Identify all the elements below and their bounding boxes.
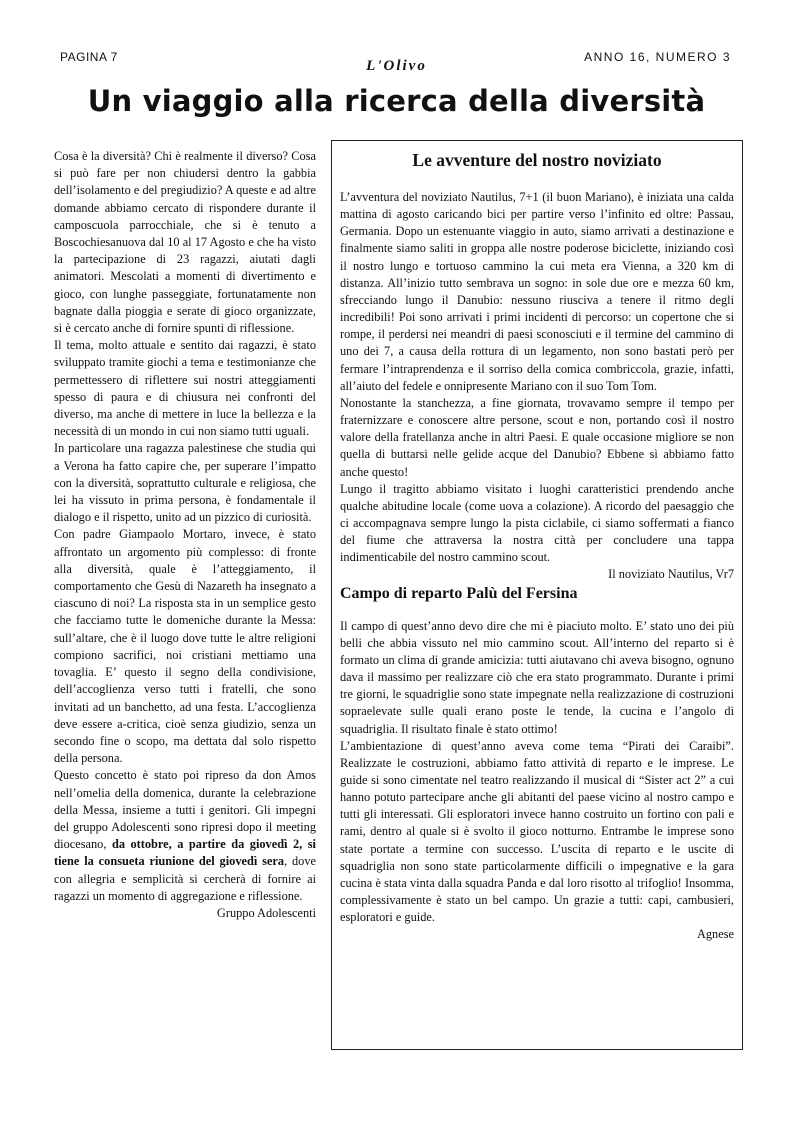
article-signature: Agnese — [696, 927, 734, 942]
article-paragraph: Lungo il tragitto abbiamo visitato i luoghi caratteristici prendendo anche qualche abitudine locale (come uova a colazione). A ricordo del paesaggio che ci accompagnava sempre lungo la pista ciclabile, ci siamo soffermati a fianco del fiume che attraversa la nostra città per concludere una tappa indimenticabile del nostro cammino scout. — [340, 481, 734, 565]
left-article — [54, 148, 316, 922]
masthead: L'Olivo — [366, 58, 427, 74]
boxed-articles — [331, 140, 743, 1050]
article-paragraph: L’ambientazione di quest’anno aveva come tema “Pirati dei Caraibi”. Realizzate le costruzioni, abbiamo fatto attività di reparto e le imprese. Le guide si sono cimentate nel teatro realizzando il musical di “Sister act 2” a cui hanno potuto partecipare anche gli abitanti del paese vicino al nostro campo e tutti gli interessati. Gli esploratori invece hanno costruito un fortino con pali e rami, dentro al quale si è svolto il gioco notturno. Entrambe le imprese sono state portate a termine con successo. L’uscita di reparto e le uscite di squadriglia non sono state particolarmente difficili o impegnative e la gara cucina è stata vinta dalla squadra Panda e dal loro risotto al trifoglio! Insomma, complessivamente è stato un bel campo. Un grazie a tutti: capi, cambusieri, esploratori e guide. — [340, 738, 734, 925]
paragraph-text: , dove con allegria e semplicità si cercherà di fornire ai ragazzi un momento di aggregazione e riflessione. — [54, 854, 316, 903]
article-paragraph-final — [54, 767, 316, 905]
article-signature: Gruppo Adolescenti — [216, 905, 316, 920]
article-title-campo: Campo di reparto Palù del Fersina — [340, 584, 578, 602]
article-body-noviziato — [340, 189, 734, 566]
paragraph-text: Questo concetto è stato poi ripreso da don Amos nell’omelia della domenica, durante la celebrazione della Messa, insieme a tutti i genitori. Gli impegni del gruppo Adolescenti sono ripresi dopo il meeting diocesano, — [54, 768, 316, 852]
article-paragraph: In particolare una ragazza palestinese che studia qui a Verona ha fatto capire che, per superare l’impatto con la diversità, soprattutto culturale e religiosa, che lei ha vissuto in prima persona, è fondamentale il dialogo e il rispetto, unito ad un pizzico di curiosità. — [54, 441, 316, 525]
article-signature: Il noviziato Nautilus, Vr7 — [608, 567, 734, 582]
article-paragraph: Con padre Giampaolo Mortaro, invece, è stato affrontato un argomento più complesso: di fronte alla diversità, quale è l’atteggiamento, il comportamento che Gesù di Nazareth ha insegnato a ciascuno di noi? La risposta sta in un semplice gesto che facciamo tutte le domeniche durante la Messa: sull’altare, che è il luogo dove tutte le altre religioni compiono sacrifici, noi cristiani mettiamo una tovaglia. E’ questo il segno della condivisione, dell’accoglienza verso tutti i fratelli, che sono invitati ad un banchetto, ad una festa. L’accoglienza deve essere a-critica, cioè senza giudizio, senza un secondo fine o scopo, ma dettata dal solo rispetto della persona. — [54, 527, 316, 766]
article-paragraph: Il campo di quest’anno devo dire che mi è piaciuto molto. E’ stato uno dei più belli che abbia vissuto nel mio cammino scout. All’interno del reparto si è formato un clima di grande amicizia: tutti aiutavano chi aveva bisogno, ognuno dava il massimo per realizzare ciò che era stato programmato. Durante i primi tre giorni, le squadriglie sono state impegnate nella realizzazione di costruzioni sopraelevate sulle quali erano poste le tende, la cucina e l’angolo di squadriglia. Il risultato finale è stato ottimo! — [340, 618, 734, 736]
article-paragraph: Cosa è la diversità? Chi è realmente il diverso? Cosa si può fare per non chiudersi dentro la gabbia dell’isolamento e del pregiudizio? A queste e ad altre domande abbiamo cercato di rispondere durante il camposcuola parrocchiale, che si è tenuto a Boscochiesanuova dal 10 al 17 Agosto e che ha visto la partecipazione di 23 ragazzi, aiutati dagli animatori. Mescolati a momenti di divertimento e gioco, con lunghe passeggiate, fortunatamente non bagnate dalla pioggia e serate di gioco organizzate, si è cercato anche di fornire spunti di riflessione. — [54, 149, 316, 336]
article-paragraph: Nonostante la stanchezza, a fine giornata, trovavamo sempre il tempo per fraternizzare e conoscere altre persone, scout e non, portando così il nostro valore della fratellanza anche in altri Paesi. E quale occasione migliore se non quella di buttarsi nelle gelide acque del Danubio? Ebbene sì abbiamo fatto anche questo! — [340, 395, 734, 479]
article-paragraph: L’avventura del noviziato Nautilus, 7+1 (il buon Mariano), è iniziata una calda mattina di agosto caricando bici per partire verso l’infinito ed oltre: Passau, Germania. Dopo un estenuante viaggio in auto, siamo arrivati a destinazione e finalmente siamo saliti in groppa alle nostre poderose biciclette, iniziando così il nostro lungo e tortuoso cammino la cui meta era Vienna, a 320 km di distanza. All’inizio tutto sembrava un sogno: in sole due ore e mezza 60 km, sfrecciando lungo il Danubio: nessuno riusciva a tenere il ritmo degli incredibili! Poi sono arrivati i primi incidenti di percorso: un copertone che si rompe, il perdersi nei meandri di paesi sconosciuti e il termine del cammino di uno dei 7, a causa della rottura di un legamento, non sono bastati però per fermare l’intraprendenza e il sorriso della comica combriccola, grazie, infatti, all’aiuto del fedele e onnipresente Mariano con il suo Tom Tom. — [340, 190, 734, 393]
article-title-noviziato: Le avventure del nostro noviziato — [412, 150, 662, 170]
page-number: PAGINA 7 — [60, 50, 118, 64]
issue-number: ANNO 16, NUMERO 3 — [584, 50, 731, 64]
page-title: Un viaggio alla ricerca della diversità — [87, 84, 706, 118]
meeting-announcement: da ottobre, a partire da giovedì 2, si tiene la consueta riunione del giovedì sera — [54, 837, 316, 869]
article-body-campo — [340, 618, 734, 927]
article-paragraph: Il tema, molto attuale e sentito dai ragazzi, è stato sviluppato tramite giochi a tema e testimonianze che permettessero di riflettere sui nostri atteggiamenti spesso di paura e di chiusura nei confronti del diverso, ma anche di mettere in luce la bellezza e la necessità di un mondo in cui non siamo tutti uguali. — [54, 338, 316, 439]
